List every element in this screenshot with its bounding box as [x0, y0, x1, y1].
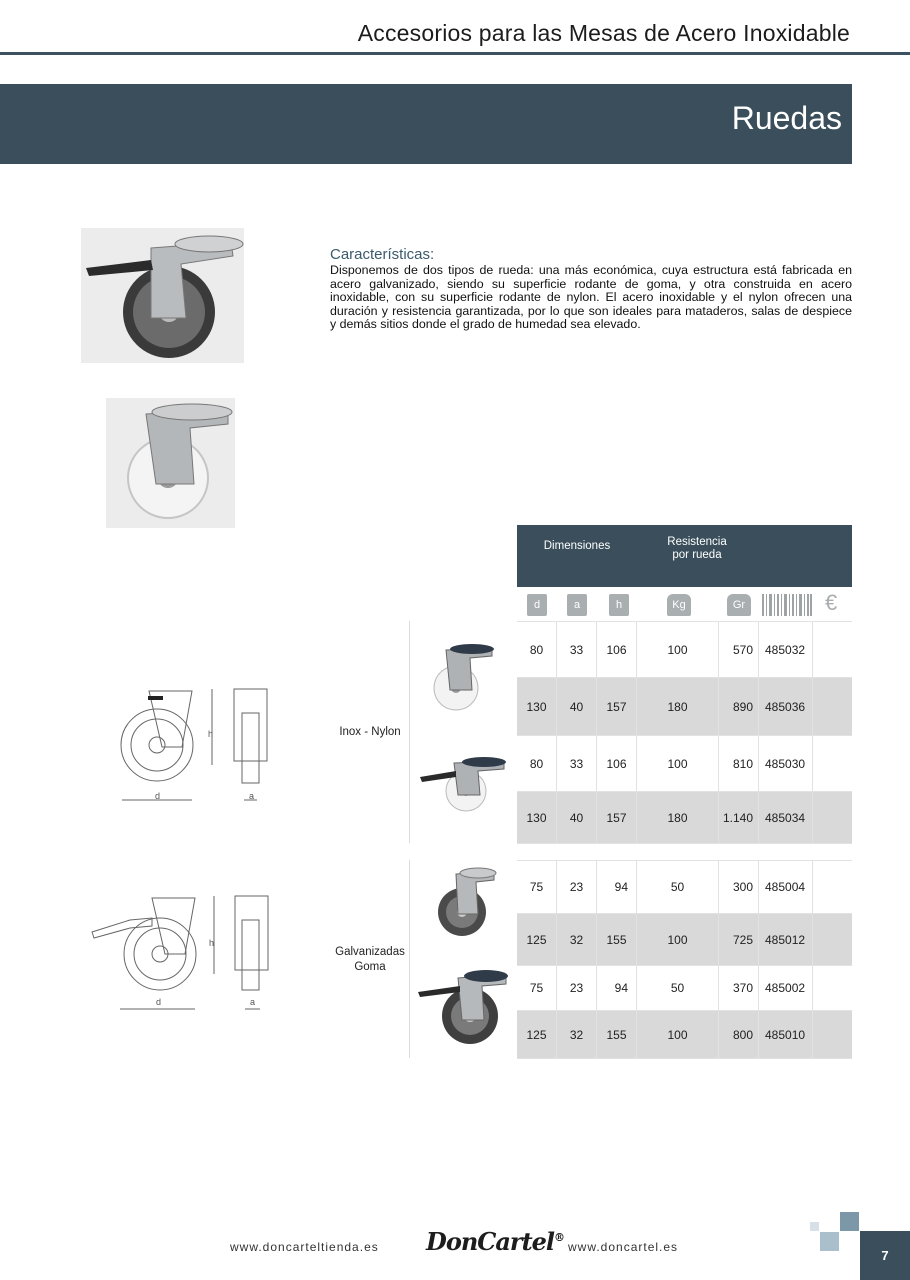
cell-kg: 100 [637, 622, 719, 677]
table-row [517, 792, 852, 844]
cell-price [813, 622, 852, 677]
cell-a: 40 [557, 792, 597, 843]
caster-rubber-brake-thumb [416, 968, 510, 1048]
cell-price [813, 861, 852, 913]
section-banner [0, 84, 852, 164]
dim-label-a-2: a [250, 997, 256, 1007]
table-header [517, 525, 852, 587]
cell-gr: 570 [719, 622, 759, 677]
height-icon: h [609, 594, 629, 616]
barcode-icon [762, 594, 812, 616]
cell-gr: 890 [719, 678, 759, 735]
cell-kg: 100 [637, 914, 719, 965]
cell-price [813, 914, 852, 965]
dim-label-h-1: h [208, 729, 214, 739]
brand-logo-text: DonCartel [426, 1227, 555, 1256]
table-group-inox [517, 621, 852, 844]
table-row [517, 914, 852, 966]
page-number: 7 [860, 1231, 910, 1280]
caster-technical-drawing-galv [90, 892, 270, 1014]
header-resistance [637, 536, 757, 562]
cell-d: 80 [517, 736, 557, 791]
cell-ref: 485010 [759, 1011, 813, 1058]
cell-ref: 485032 [759, 622, 813, 677]
caster-nylon-photo [106, 398, 235, 528]
cell-gr: 810 [719, 736, 759, 791]
cell-kg: 100 [637, 736, 719, 791]
cell-h: 157 [597, 792, 637, 843]
cell-kg: 180 [637, 792, 719, 843]
dim-label-h-2: h [209, 938, 215, 948]
table-row [517, 622, 852, 678]
header-resistance-line1: Resistencia [667, 536, 727, 548]
cell-ref: 485036 [759, 678, 813, 735]
caster-rubber-fixed-thumb [432, 866, 498, 942]
weight-kg-icon: Kg [667, 594, 691, 616]
dim-label-d-2: d [156, 997, 162, 1007]
section-title: Ruedas [731, 100, 842, 136]
footer-link-site[interactable]: www.doncartel.es [568, 1240, 679, 1254]
table-row [517, 1011, 852, 1059]
cell-a: 23 [557, 861, 597, 913]
cell-h: 94 [597, 966, 637, 1010]
caster-technical-drawing-inox [112, 685, 272, 805]
group-label-inox-line1: Inox - Nylon [339, 726, 401, 738]
cell-h: 106 [597, 736, 637, 791]
cell-a: 33 [557, 622, 597, 677]
cell-gr: 370 [719, 966, 759, 1010]
cell-d: 130 [517, 792, 557, 843]
cell-ref: 485034 [759, 792, 813, 843]
features-heading: Características: [330, 246, 435, 263]
caster-nylon-fixed-thumb [426, 642, 496, 714]
cell-gr: 300 [719, 861, 759, 913]
cell-ref: 485012 [759, 914, 813, 965]
cell-gr: 725 [719, 914, 759, 965]
decor-square-mid [820, 1232, 839, 1251]
cell-h: 157 [597, 678, 637, 735]
dim-label-d-1: d [155, 791, 161, 801]
cell-a: 23 [557, 966, 597, 1010]
features-text: Disponemos de dos tipos de rueda: una más económica, cuya estructura está fabricada en acero galvanizado, siendo su superficie rodante de goma, y otra construida en acero inoxidable, con su superficie rodante de nylon. El acero inoxidable y el nylon ofrecen una duración y resistencia garantizada, por lo que son ideales para mataderos, salas de despiece y demás sitios donde el grado de humedad sea elevado. [330, 263, 852, 332]
cell-d: 80 [517, 622, 557, 677]
header-resistance-line2: por rueda [672, 549, 722, 561]
cell-d: 125 [517, 914, 557, 965]
cell-price [813, 792, 852, 843]
cell-kg: 50 [637, 966, 719, 1010]
registered-mark: ® [554, 1231, 565, 1244]
decor-square-small [810, 1222, 819, 1231]
cell-a: 32 [557, 1011, 597, 1058]
table-row [517, 861, 852, 914]
cell-ref: 485004 [759, 861, 813, 913]
cell-d: 130 [517, 678, 557, 735]
cell-h: 155 [597, 1011, 637, 1058]
cell-kg: 50 [637, 861, 719, 913]
group-label-inox [315, 725, 425, 740]
cell-h: 106 [597, 622, 637, 677]
cell-gr: 800 [719, 1011, 759, 1058]
document-header-title: Accesorios para las Mesas de Acero Inoxidable [357, 20, 850, 46]
weight-gr-icon: Gr [727, 594, 751, 616]
cell-kg: 100 [637, 1011, 719, 1058]
cell-h: 155 [597, 914, 637, 965]
table-group-galv [517, 860, 852, 1059]
cell-a: 40 [557, 678, 597, 735]
dim-label-a-1: a [249, 791, 255, 801]
cell-price [813, 736, 852, 791]
group-label-galv-line2: Goma [354, 961, 386, 973]
features-block [330, 246, 852, 332]
width-icon: a [567, 594, 587, 616]
table-row [517, 966, 852, 1011]
group-label-galv [315, 945, 425, 975]
cell-ref: 485030 [759, 736, 813, 791]
caster-nylon-brake-thumb [418, 755, 508, 815]
header-dimensions: Dimensiones [543, 540, 611, 552]
caster-brake-photo [81, 228, 244, 363]
footer-link-shop[interactable]: www.doncarteltienda.es [230, 1240, 379, 1254]
price-euro-icon: € [825, 590, 838, 615]
cell-price [813, 1011, 852, 1058]
cell-a: 33 [557, 736, 597, 791]
table-row [517, 736, 852, 792]
cell-d: 125 [517, 1011, 557, 1058]
cell-price [813, 966, 852, 1010]
decor-square-large [840, 1212, 859, 1231]
group-label-galv-line1: Galvanizadas [335, 946, 405, 958]
header-divider [0, 52, 910, 55]
cell-a: 32 [557, 914, 597, 965]
cell-ref: 485002 [759, 966, 813, 1010]
cell-d: 75 [517, 861, 557, 913]
cell-kg: 180 [637, 678, 719, 735]
cell-d: 75 [517, 966, 557, 1010]
cell-price [813, 678, 852, 735]
diameter-icon: d [527, 594, 547, 616]
table-row [517, 678, 852, 736]
cell-gr: 1.140 [719, 792, 759, 843]
table-icon-row [517, 590, 852, 620]
cell-h: 94 [597, 861, 637, 913]
brand-logo [426, 1227, 564, 1256]
